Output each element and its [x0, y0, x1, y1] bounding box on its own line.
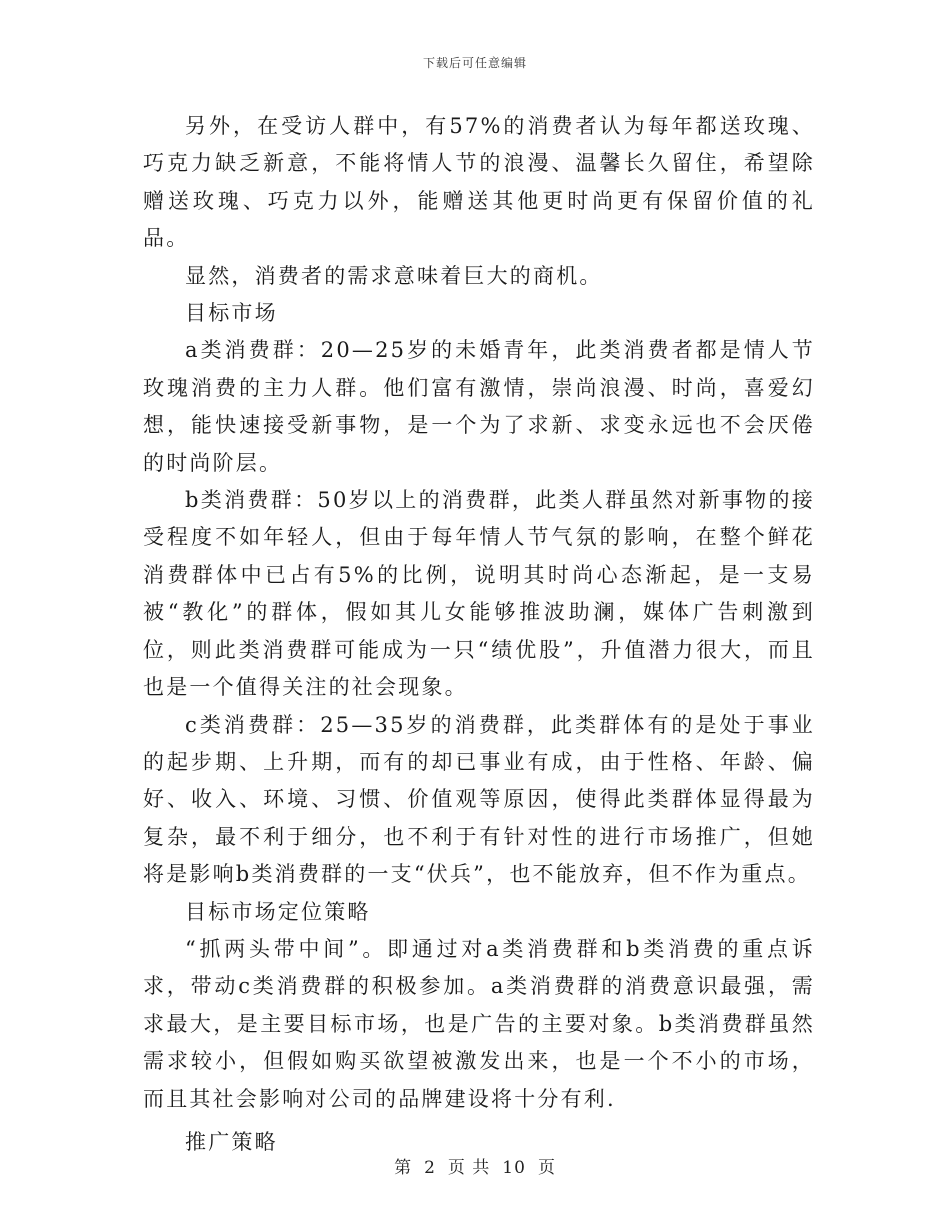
- heading-promotion-strategy: 推广策略: [185, 1129, 278, 1154]
- heading-target-market: 目标市场: [185, 301, 278, 326]
- footer-label-post: 页: [537, 1158, 556, 1178]
- paragraph-segment-b: b类消费群：50岁以上的消费群，此类人群虽然对新事物的接受程度不如年轻人，但由于每年情人节气氛的影响，在整个鲜花消费群体中已占有5%的比例，说明其时尚心态渐起，是一支易被“教化”的群体，假如其儿女能够推波助澜，媒体广告刺激到位，则此类消费群可能成为一只“绩优股”，升值潜力很大，而且也是一个值得关注的社会现象。: [143, 488, 815, 700]
- footer-label-mid: 页 共: [447, 1158, 491, 1178]
- page-body: [143, 108, 815, 1161]
- footer-label-pre: 第: [394, 1158, 413, 1178]
- heading-positioning-strategy: 目标市场定位策略: [185, 899, 371, 924]
- total-pages-number: 10: [502, 1158, 526, 1178]
- paragraph-segment-a: a类消费群：20—25岁的未婚青年，此类消费者都是情人节玫瑰消费的主力人群。他们富有激情，崇尚浪漫、时尚，喜爱幻想，能快速接受新事物，是一个为了求新、求变永远也不会厌倦的时尚阶层。: [143, 338, 815, 475]
- paragraph-survey: 另外，在受访人群中，有57%的消费者认为每年都送玫瑰、巧克力缺乏新意，不能将情人节的浪漫、温馨长久留住，希望除赠送玫瑰、巧克力以外，能赠送其他更时尚更有保留价值的礼品。: [143, 114, 815, 251]
- paragraph-opportunity: 显然，消费者的需求意味着巨大的商机。: [185, 263, 603, 288]
- page-header: 下载后可任意编辑: [422, 56, 527, 70]
- paragraph-segment-c: c类消费群：25—35岁的消费群，此类群体有的是处于事业的起步期、上升期，而有的却已事业有成，由于性格、年龄、偏好、收入、环境、习惯、价值观等原因，使得此类群体显得最为复杂，最不利于细分，也不利于有针对性的进行市场推广，但她将是影响b类消费群的一支“伏兵”，也不能放弃，但不作为重点。: [143, 712, 815, 887]
- current-page-number: 2: [424, 1158, 436, 1178]
- paragraph-positioning: “抓两头带中间”。即通过对a类消费群和b类消费的重点诉求，带动c类消费群的积极参加。a类消费群的消费意识最强，需求最大，是主要目标市场，也是广告的主要对象。b类消费群虽然需求较小，但假如购买欲望被激发出来，也是一个不小的市场，而且其社会影响对公司的品牌建设将十分有利.: [143, 936, 815, 1111]
- page-footer: [0, 1153, 950, 1178]
